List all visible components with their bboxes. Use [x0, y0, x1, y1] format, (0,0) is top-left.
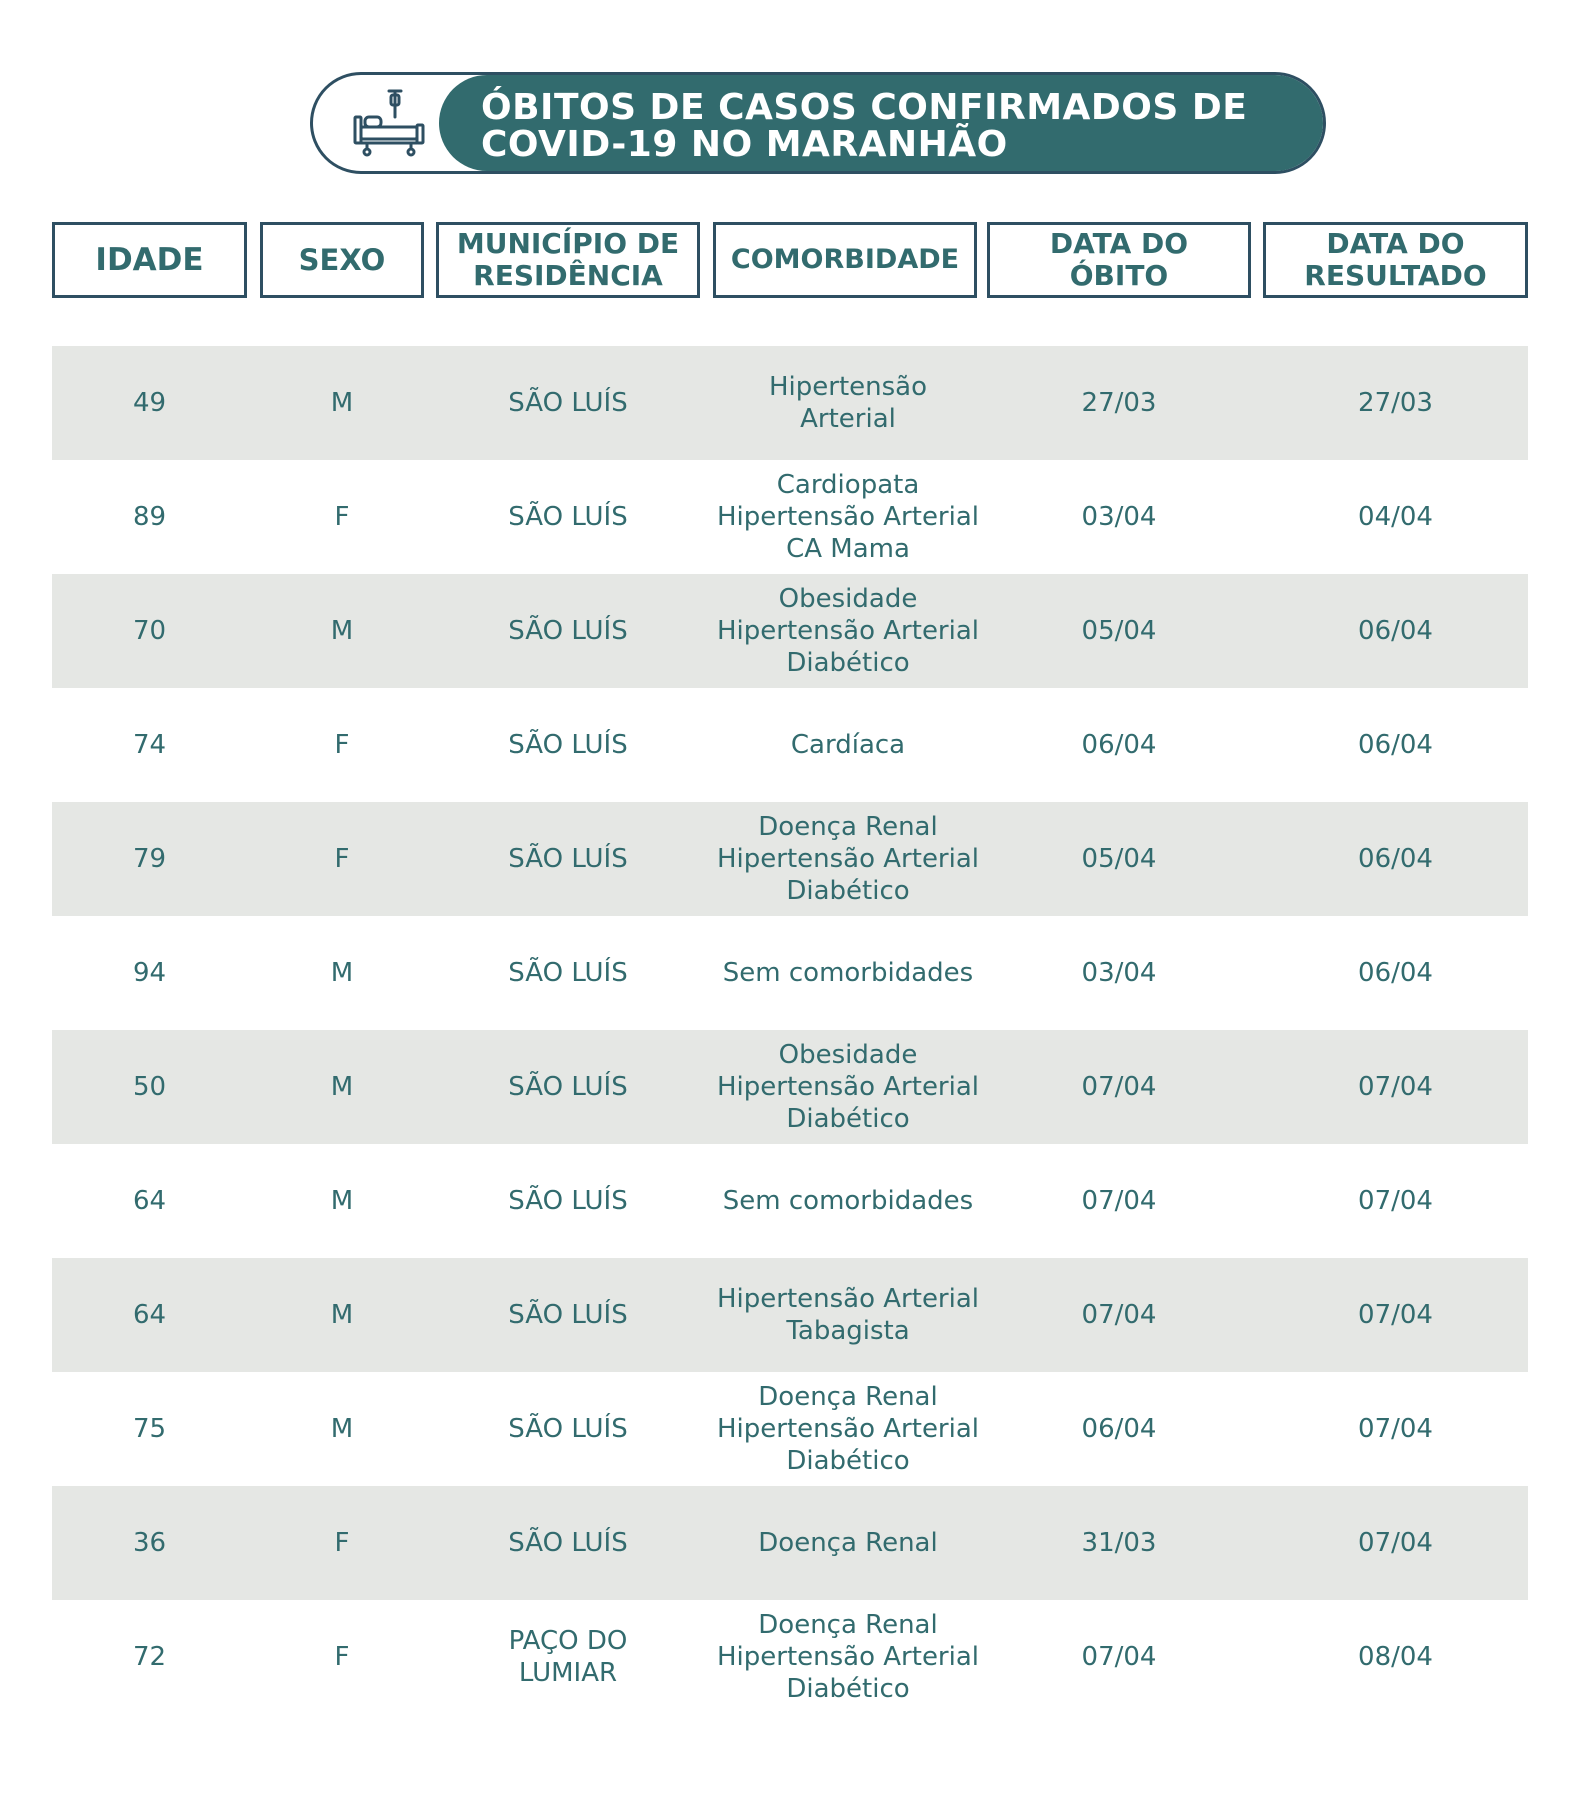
result-date-cell: 04/04: [1358, 502, 1433, 532]
age-cell: 94: [132, 958, 167, 988]
death-date-cell: 06/04: [1081, 1414, 1157, 1444]
header-death-date: [987, 222, 1251, 298]
comorbidity-line: Hipertensão Arterial: [716, 844, 980, 874]
death-date-cell: 27/03: [1081, 388, 1157, 418]
header-result-date: [1263, 222, 1528, 298]
municipality-line: SÃO LUÍS: [508, 730, 628, 760]
header-death-date-line: ÓBITO: [1069, 259, 1169, 292]
comorbidity-line: Obesidade: [778, 1040, 918, 1070]
result-date-cell: 08/04: [1358, 1642, 1433, 1672]
comorbidity-cell: [692, 1600, 1004, 1714]
comorbidity-line: Diabético: [786, 876, 910, 906]
municipality-line: SÃO LUÍS: [508, 958, 628, 988]
table-row: [52, 1258, 1528, 1372]
table-row: [52, 346, 1528, 460]
comorbidity-cell: [692, 346, 1004, 460]
result-date-cell: 07/04: [1358, 1300, 1433, 1330]
header-sex: SEXO: [260, 222, 424, 298]
comorbidity-cell: [692, 1030, 1004, 1144]
municipality-cell: [436, 1486, 700, 1600]
deaths-table: [52, 346, 1528, 1714]
age-cell: 49: [132, 388, 167, 418]
comorbidity-line: Hipertensão Arterial: [716, 616, 980, 646]
header-municipality: [436, 222, 700, 298]
municipality-cell: [436, 1258, 700, 1372]
municipality-cell: [436, 1144, 700, 1258]
title-line-1: ÓBITOS DE CASOS CONFIRMADOS DE: [481, 87, 1248, 128]
death-date-cell: 03/04: [1081, 502, 1157, 532]
comorbidity-line: Sem comorbidades: [722, 1186, 974, 1216]
comorbidity-line: Doença Renal: [758, 1528, 938, 1558]
sex-cell: M: [330, 616, 354, 646]
death-date-cell: 07/04: [1081, 1642, 1157, 1672]
table-row: [52, 1030, 1528, 1144]
age-cell: 36: [132, 1528, 167, 1558]
comorbidity-cell: [692, 1486, 1004, 1600]
comorbidity-cell: [692, 802, 1004, 916]
sex-cell: F: [334, 730, 350, 760]
page-title: [481, 89, 1303, 163]
age-cell: 72: [132, 1642, 167, 1672]
sex-cell: M: [330, 388, 354, 418]
death-date-cell: 31/03: [1081, 1528, 1157, 1558]
municipality-cell: [436, 802, 700, 916]
comorbidity-cell: [692, 1372, 1004, 1486]
age-cell: 89: [132, 502, 167, 532]
age-cell: 64: [132, 1300, 167, 1330]
comorbidity-line: Hipertensão Arterial: [716, 1642, 980, 1672]
header-age: IDADE: [52, 222, 247, 298]
comorbidity-line: Cardiopata: [776, 470, 920, 500]
sex-cell: M: [330, 1186, 354, 1216]
result-date-cell: 06/04: [1358, 958, 1433, 988]
comorbidity-cell: [692, 574, 1004, 688]
comorbidity-line: Tabagista: [786, 1316, 910, 1346]
table-row: [52, 802, 1528, 916]
result-date-cell: 07/04: [1358, 1072, 1433, 1102]
table-row: [52, 916, 1528, 1030]
death-date-cell: 05/04: [1081, 844, 1157, 874]
comorbidity-cell: [692, 1258, 1004, 1372]
municipality-cell: [436, 346, 700, 460]
comorbidity-line: CA Mama: [786, 534, 910, 564]
sex-cell: M: [330, 1072, 354, 1102]
header-comorbidity: COMORBIDADE: [713, 222, 977, 298]
table-row: [52, 1372, 1528, 1486]
comorbidity-line: Hipertensão: [768, 372, 928, 402]
comorbidity-line: Obesidade: [778, 584, 918, 614]
comorbidity-line: Diabético: [786, 1674, 910, 1704]
comorbidity-line: Doença Renal: [758, 1610, 938, 1640]
result-date-cell: 07/04: [1358, 1186, 1433, 1216]
comorbidity-line: Doença Renal: [758, 1382, 938, 1412]
comorbidity-line: Cardíaca: [790, 730, 906, 760]
comorbidity-cell: [692, 688, 1004, 802]
comorbidity-line: Hipertensão Arterial: [716, 1414, 980, 1444]
age-cell: 70: [132, 616, 167, 646]
death-date-cell: 07/04: [1081, 1186, 1157, 1216]
death-date-cell: 07/04: [1081, 1300, 1157, 1330]
result-date-cell: 06/04: [1358, 616, 1433, 646]
header-municipality-line: RESIDÊNCIA: [473, 259, 663, 292]
death-date-cell: 07/04: [1081, 1072, 1157, 1102]
municipality-line: LUMIAR: [518, 1658, 618, 1688]
comorbidity-line: Arterial: [800, 404, 896, 434]
age-cell: 64: [132, 1186, 167, 1216]
result-date-cell: 07/04: [1358, 1528, 1433, 1558]
title-line-2: COVID-19 NO MARANHÃO: [481, 124, 1008, 165]
header-result-date-line: DATA DO: [1326, 227, 1465, 260]
municipality-line: SÃO LUÍS: [508, 1300, 628, 1330]
result-date-cell: 07/04: [1358, 1414, 1433, 1444]
comorbidity-line: Sem comorbidades: [722, 958, 974, 988]
comorbidity-line: Hipertensão Arterial: [716, 1284, 980, 1314]
sex-cell: F: [334, 1528, 350, 1558]
municipality-cell: [436, 1372, 700, 1486]
age-cell: 74: [132, 730, 167, 760]
comorbidity-line: Diabético: [786, 1104, 910, 1134]
sex-cell: F: [334, 502, 350, 532]
death-date-cell: 03/04: [1081, 958, 1157, 988]
municipality-line: SÃO LUÍS: [508, 1186, 628, 1216]
title-banner: [310, 72, 1326, 174]
municipality-line: SÃO LUÍS: [508, 1414, 628, 1444]
comorbidity-line: Doença Renal: [758, 812, 938, 842]
table-row: [52, 1600, 1528, 1714]
sex-cell: F: [334, 1642, 350, 1672]
header-municipality-line: MUNICÍPIO DE: [456, 227, 680, 260]
municipality-cell: [436, 916, 700, 1030]
municipality-cell: [436, 574, 700, 688]
table-row: [52, 574, 1528, 688]
municipality-cell: [436, 460, 700, 574]
table-row: [52, 1486, 1528, 1600]
table-row: [52, 688, 1528, 802]
hospital-bed-icon: [351, 87, 427, 159]
municipality-line: SÃO LUÍS: [508, 1072, 628, 1102]
comorbidity-line: Diabético: [786, 1446, 910, 1476]
table-row: [52, 460, 1528, 574]
sex-cell: F: [334, 844, 350, 874]
comorbidity-line: Diabético: [786, 648, 910, 678]
municipality-line: PAÇO DO: [508, 1626, 628, 1656]
comorbidity-cell: [692, 1144, 1004, 1258]
municipality-cell: [436, 1600, 700, 1714]
result-date-cell: 27/03: [1358, 388, 1433, 418]
municipality-line: SÃO LUÍS: [508, 844, 628, 874]
death-date-cell: 05/04: [1081, 616, 1157, 646]
municipality-cell: [436, 1030, 700, 1144]
table-row: [52, 1144, 1528, 1258]
municipality-line: SÃO LUÍS: [508, 388, 628, 418]
comorbidity-cell: [692, 460, 1004, 574]
comorbidity-line: Hipertensão Arterial: [716, 502, 980, 532]
header-death-date-line: DATA DO: [1049, 227, 1189, 260]
municipality-line: SÃO LUÍS: [508, 616, 628, 646]
age-cell: 79: [132, 844, 167, 874]
comorbidity-cell: [692, 916, 1004, 1030]
municipality-line: SÃO LUÍS: [508, 1528, 628, 1558]
result-date-cell: 06/04: [1358, 730, 1433, 760]
sex-cell: M: [330, 958, 354, 988]
sex-cell: M: [330, 1414, 354, 1444]
header-result-date-line: RESULTADO: [1304, 259, 1487, 292]
age-cell: 75: [132, 1414, 167, 1444]
municipality-line: SÃO LUÍS: [508, 502, 628, 532]
comorbidity-line: Hipertensão Arterial: [716, 1072, 980, 1102]
death-date-cell: 06/04: [1081, 730, 1157, 760]
result-date-cell: 06/04: [1358, 844, 1433, 874]
age-cell: 50: [132, 1072, 167, 1102]
municipality-cell: [436, 688, 700, 802]
sex-cell: M: [330, 1300, 354, 1330]
